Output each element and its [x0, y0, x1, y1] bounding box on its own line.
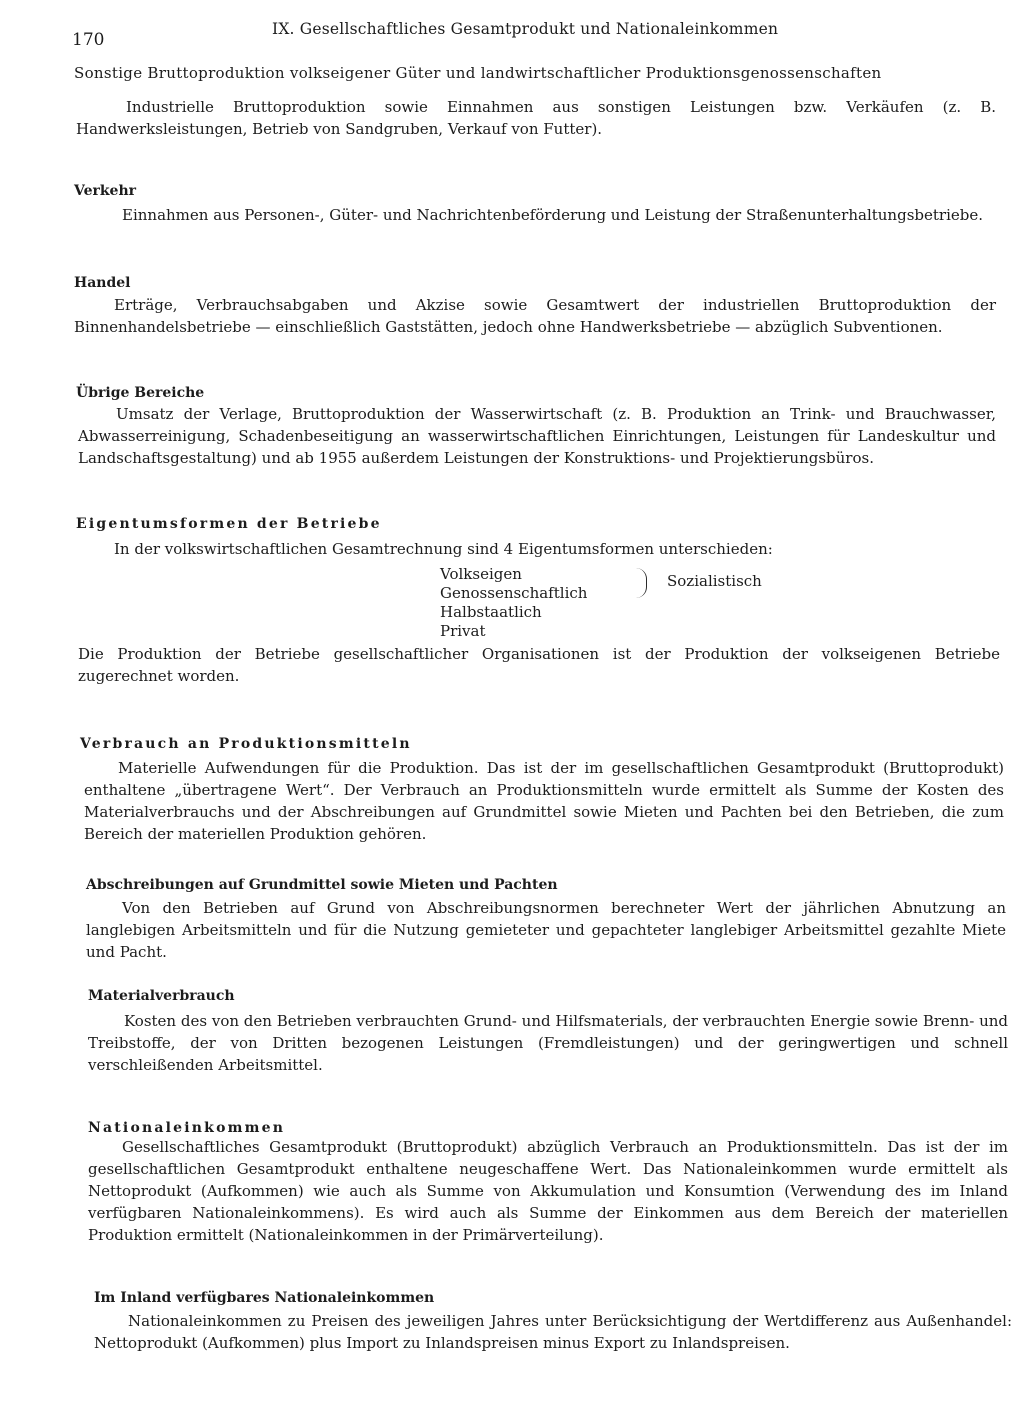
section-text-inland: Nationaleinkommen zu Preisen des jeweiligen Jahres unter Berücksichtigung der Wertdifferenz aus Außenhandel: Nettoprodukt (Aufkommen) plus Import zu Inlandspreisen minus Export zu Inlandspreisen.: [94, 1312, 1012, 1352]
section-text-eigentum: Die Produktion der Betriebe gesellschaftlicher Organisationen ist der Produktion der volkseigenen Betriebe zugerechnet worden.: [78, 645, 1000, 685]
running-title: IX. Gesellschaftliches Gesamtprodukt und Nationaleinkommen: [272, 20, 779, 38]
eigentum-intro: In der volkswirtschaftlichen Gesamtrechnung sind 4 Eigentumsformen unterschieden:: [114, 540, 773, 558]
section-heading-verkehr: Verkehr: [74, 183, 137, 199]
grouping-brace: [636, 568, 647, 598]
section-heading-eigentum: Eigentumsformen der Betriebe: [76, 516, 382, 532]
ownership-form-item: Volkseigen: [440, 565, 522, 583]
section-heading-material: Materialverbrauch: [88, 988, 235, 1004]
section-text-uebrige: Umsatz der Verlage, Bruttoproduktion der Wasserwirtschaft (z. B. Produktion an Trink- und Brauchwasser, Abwasserreinigung, Schadenbeseitigung an wasserwirtschaftlichen Einrichtungen, Leistungen für Landeskultur und Landschaftsgestaltung) und ab 1955 außerdem Leistungen der Konstruktions- und Projektierungsbüros.: [78, 405, 996, 467]
section-text-abschreibungen: Von den Betrieben auf Grund von Abschreibungsnormen berechneter Wert der jährlichen Abnutzung an langlebigen Arbeitsmitteln und für die Nutzung gemieteter und gepachteter langlebiger Arbeitsmittel gezahlte Miete und Pacht.: [86, 899, 1006, 961]
section-heading-handel: Handel: [74, 275, 131, 291]
page-number: 170: [72, 30, 105, 50]
section-heading-verbrauch: Verbrauch an Produktionsmitteln: [80, 736, 412, 752]
section-text-verkehr: Einnahmen aus Personen-, Güter- und Nachrichtenbeförderung und Leistung der Straßenunterhaltungsbetriebe.: [122, 206, 983, 224]
group-label-sozialistisch: Sozialistisch: [667, 572, 762, 590]
section-text-national: Gesellschaftliches Gesamtprodukt (Bruttoprodukt) abzüglich Verbrauch an Produktionsmitteln. Das ist der im gesellschaftlichen Gesamtprodukt enthaltene neugeschaffene Wert. Das Nationaleinkommen wurde ermittelt als Nettoprodukt (Aufkommen) wie auch als Summe von Akkumulation und Konsumtion (Verwendung des im Inland verfügbaren Nationaleinkommens). Es wird auch als Summe der Einkommen aus dem Bereich der materiellen Produktion ermittelt (Nationaleinkommen in der Primärverteilung).: [88, 1138, 1008, 1244]
section-heading-abschreibungen: Abschreibungen auf Grundmittel sowie Mieten und Pachten: [86, 877, 558, 893]
ownership-forms-list: [440, 565, 587, 641]
ownership-form-item: Privat: [440, 622, 486, 640]
section-text-sonstige: Industrielle Bruttoproduktion sowie Einnahmen aus sonstigen Leistungen bzw. Verkäufen (z. B. Handwerksleistungen, Betrieb von Sandgruben, Verkauf von Futter).: [76, 98, 996, 138]
section-heading-national: Nationaleinkommen: [88, 1120, 286, 1136]
section-text-material: Kosten des von den Betrieben verbrauchten Grund- und Hilfsmaterials, der verbrauchten Energie sowie Brenn- und Treibstoffe, der von Dritten bezogenen Leistungen (Fremdleistungen) und der geringwertigen und schnell verschleißenden Arbeitsmittel.: [88, 1012, 1008, 1074]
section-text-handel: Erträge, Verbrauchsabgaben und Akzise sowie Gesamtwert der industriellen Bruttoproduktion der Binnenhandelsbetriebe — einschließlich Gaststätten, jedoch ohne Handwerksbetriebe — abzüglich Subventionen.: [74, 296, 996, 336]
section-heading-inland: Im Inland verfügbares Nationaleinkommen: [94, 1290, 435, 1306]
ownership-form-item: Halbstaatlich: [440, 603, 542, 621]
ownership-form-item: Genossenschaftlich: [440, 584, 588, 602]
section-heading-uebrige: Übrige Bereiche: [76, 385, 205, 401]
section-text-verbrauch: Materielle Aufwendungen für die Produktion. Das ist der im gesellschaftlichen Gesamtprodukt (Bruttoprodukt) enthaltene „übertragene Wert“. Der Verbrauch an Produktionsmitteln wurde ermittelt als Summe der Kosten des Materialverbrauchs und der Abschreibungen auf Grundmittel sowie Mieten und Pachten bei den Betrieben, die zum Bereich der materiellen Produktion gehören.: [84, 759, 1004, 843]
section-heading-sonstige: Sonstige Bruttoproduktion volkseigener Güter und landwirtschaftlicher Produktionsgenossenschaften: [74, 64, 882, 82]
